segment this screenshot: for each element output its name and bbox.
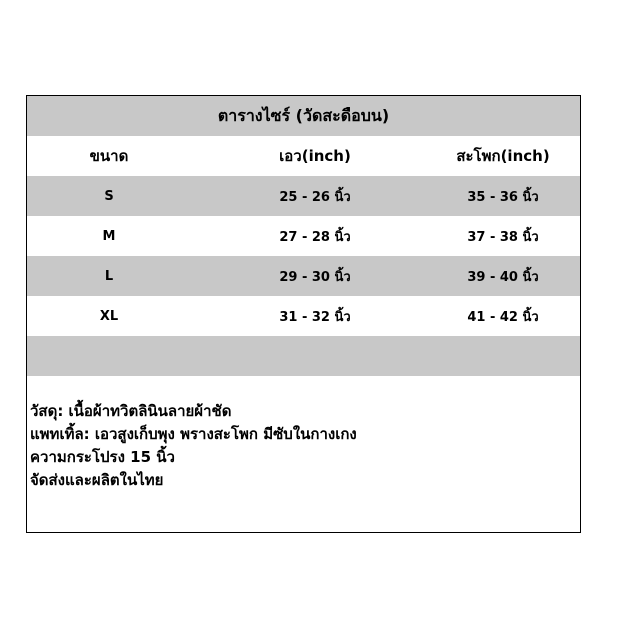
waist-cell: 27 - 28 นิ้ว xyxy=(279,229,351,245)
size-chart-header-row xyxy=(27,136,580,176)
empty-band xyxy=(27,336,580,376)
header-hip: สะโพก(inch) xyxy=(456,147,550,165)
size-chart-title: ตารางไซร์ (วัดสะดือบน) xyxy=(217,105,390,125)
material-note: วัสดุ: เนื้อผ้าทวิตลินินลายผ้าชัด xyxy=(30,402,232,420)
header-waist: เอว(inch) xyxy=(279,147,351,165)
size-chart-card xyxy=(26,95,581,533)
waist-cell: 29 - 30 นิ้ว xyxy=(279,269,351,285)
pattern-note: แพทเทิ้ล: เอวสูงเก็บพุง พรางสะโพก มีซับในกางเกง xyxy=(30,425,357,443)
size-cell: S xyxy=(104,188,114,204)
header-size: ขนาด xyxy=(89,147,129,165)
hip-cell: 39 - 40 นิ้ว xyxy=(467,269,539,285)
hip-cell: 37 - 38 นิ้ว xyxy=(467,229,539,245)
size-cell: XL xyxy=(99,308,119,324)
hip-cell: 35 - 36 นิ้ว xyxy=(467,189,539,205)
size-cell: L xyxy=(104,268,114,284)
waist-cell: 25 - 26 นิ้ว xyxy=(279,189,351,205)
table-row xyxy=(27,256,580,296)
shipping-note: จัดส่งและผลิตในไทย xyxy=(30,471,164,489)
length-note: ความกระโปรง 15 นิ้ว xyxy=(30,448,175,466)
size-cell: M xyxy=(102,228,116,244)
size-chart-title-band xyxy=(27,96,580,136)
table-row xyxy=(27,176,580,216)
table-row xyxy=(27,296,580,336)
hip-cell: 41 - 42 นิ้ว xyxy=(467,309,539,325)
waist-cell: 31 - 32 นิ้ว xyxy=(279,309,351,325)
table-row xyxy=(27,216,580,256)
product-notes xyxy=(30,400,575,492)
